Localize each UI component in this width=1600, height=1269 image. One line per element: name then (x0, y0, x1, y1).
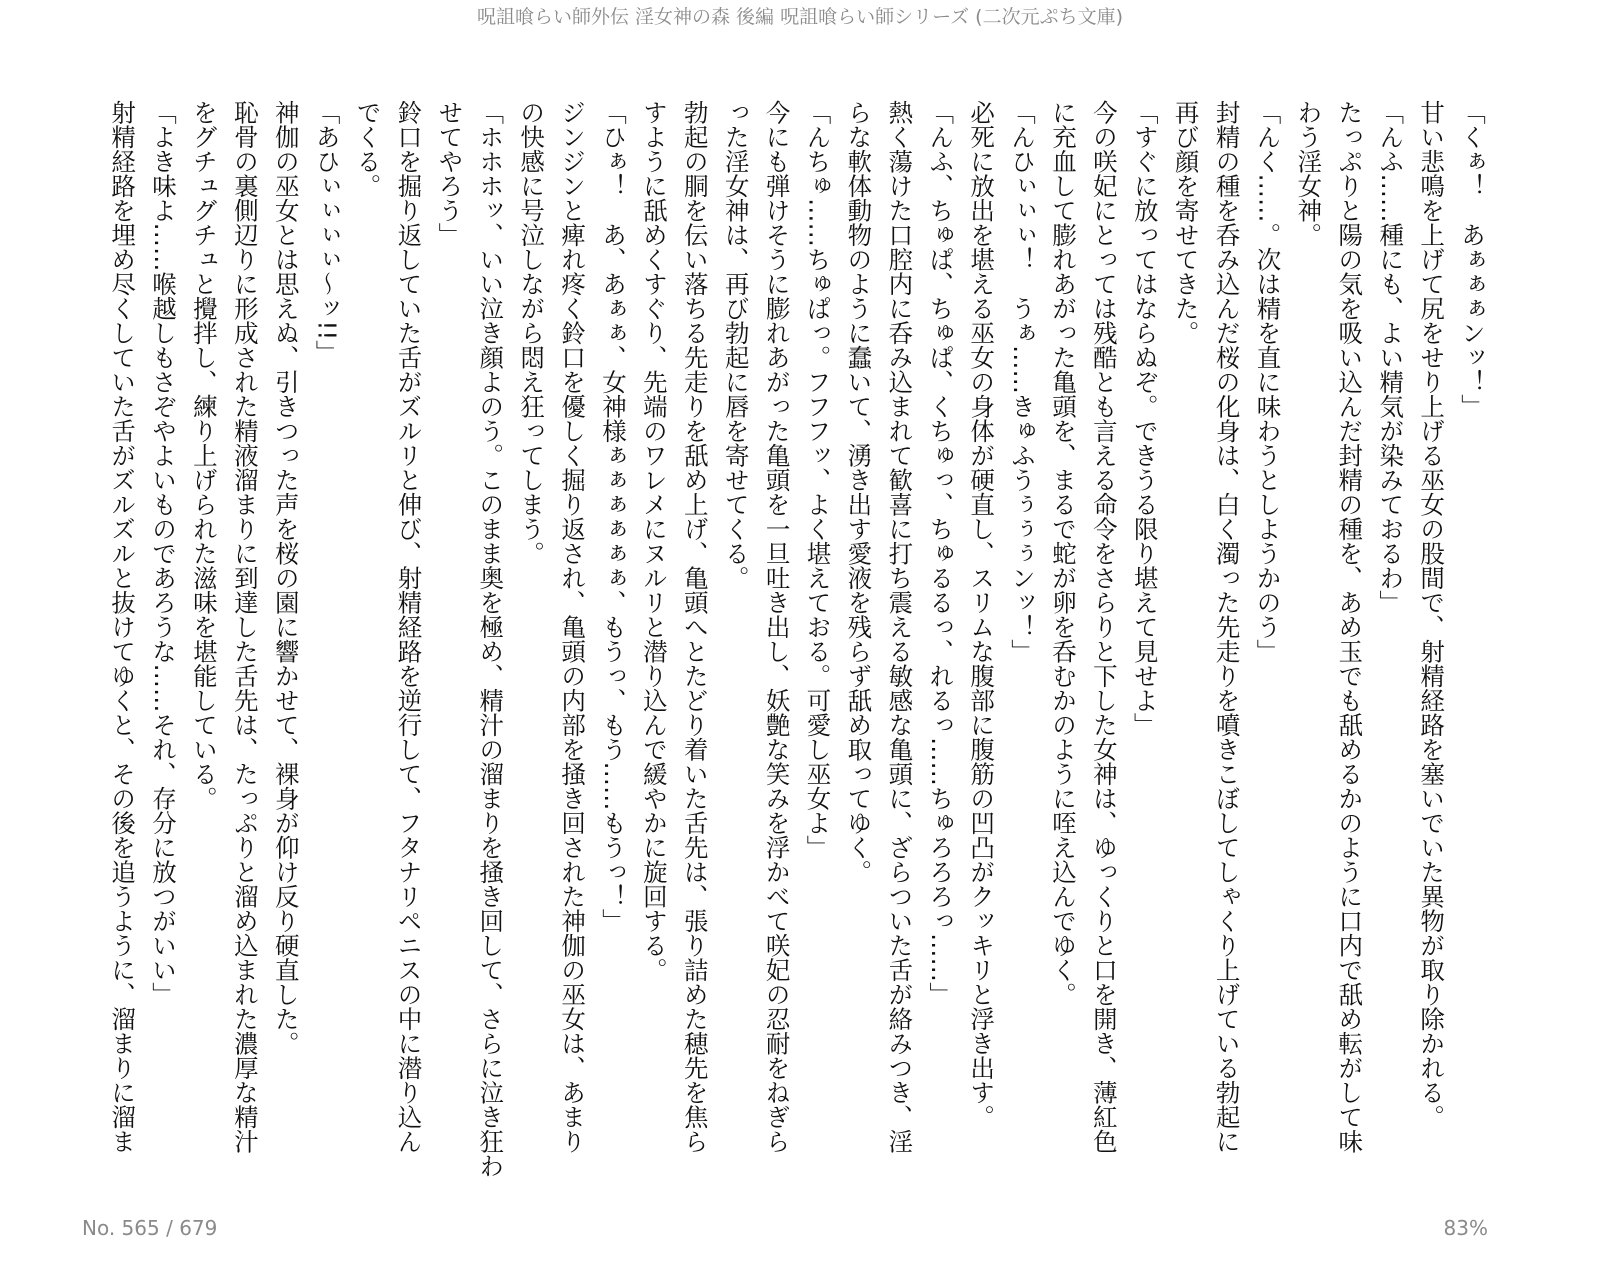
text-line: 甘い悲鳴を上げて尻をせり上げる巫女の股間で、射精経路を塞いでいた異物が取り除かれる。 (1417, 100, 1447, 1129)
progress-percent: 83% (1443, 1216, 1488, 1240)
text-line: 熱く蕩けた口腔内に呑み込まれて歓喜に打ち震える敏感な亀頭に、ざらついた舌が絡みつき、淫 (885, 100, 915, 1154)
text-line: 封精の種を呑み込んだ桜の化身は、白く濁った先走りを噴きこぼしてしゃくり上げている勃起に (1212, 100, 1242, 1154)
text-line: の快感に号泣しながら悶え狂ってしまう。 (517, 100, 547, 566)
text-line: 恥骨の裏側辺りに形成された精液溜まりに到達した舌先は、たっぷりと溜め込まれた濃厚な精汁 (230, 100, 260, 1154)
text-line: 勃起の胴を伝い落ちる先走りを舐め上げ、亀頭へとたどり着いた舌先は、張り詰めた穂先を焦ら (680, 100, 710, 1154)
text-line: 「んひぃぃぃ！ うぁ……きゅふうぅぅぅンッ！」 (1008, 100, 1038, 664)
text-line: すように舐めくすぐり、先端のワレメにヌルリと潜り込んで緩やかに旋回する。 (639, 100, 669, 982)
page-text (101, 100, 1492, 1178)
text-line: 「んふ……種にも、よい精気が染みておるわ」 (1376, 100, 1406, 615)
text-line: 射精経路を埋め尽くしていた舌がズルズルと抜けてゆくと、その後を追うように、溜まりに溜ま (108, 100, 138, 1154)
text-line: 「ホホホッ、いい泣き顔よのう。このまま奥を極め、精汁の溜まりを掻き回して、さらに泣き狂わ (476, 100, 506, 1178)
text-line: らな軟体動物のように蠢いて、湧き出す愛液を残らず舐め取ってゆく。 (844, 100, 874, 884)
text-line: たっぷりと陽の気を吸い込んだ封精の種を、あめ玉でも舐めるかのように口内で舐め転がして味 (1335, 100, 1365, 1154)
text-line: った淫女神は、再び勃起に唇を寄せてくる。 (721, 100, 751, 590)
text-line: 「よき味よ……喉越しもさぞやよいものであろうな……それ、存分に放つがいい」 (149, 100, 178, 1007)
text-line: せてやろう」 (435, 100, 465, 247)
text-line: 鈴口を掘り返していた舌がズルリと伸び、射精経路を逆行して、フタナリペニスの中に潜り込ん (394, 100, 424, 1154)
text-line: 「んちゅ……ちゅぱっ。フフフッ、よく堪えておる。可愛し巫女よ」 (803, 100, 833, 860)
text-line: 今の咲妃にとっては残酷とも言える命令をさらりと下した女神は、ゆっくりと口を開き、薄紅色 (1089, 100, 1119, 1154)
text-line: 必死に放出を堪える巫女の身体が硬直し、スリムな腹部に腹筋の凹凸がクッキリと浮き出す。 (967, 100, 997, 1129)
text-line: 「あひぃぃぃぃ～ッ!!」 (312, 100, 342, 365)
text-line: 今にも弾けそうに膨れあがった亀頭を一旦吐き出し、妖艶な笑みを浮かべて咲妃の忍耐をねぎら (762, 100, 792, 1154)
text-line: 「んく……。次は精を直に味わうとしようかのう」 (1253, 100, 1283, 664)
text-line: 再び顔を寄せてきた。 (1171, 100, 1201, 345)
text-line: に充血して膨れあがった亀頭を、まるで蛇が卵を呑むかのように咥え込んでゆく。 (1048, 100, 1078, 1007)
book-title: 呪詛喰らい師外伝 淫女神の森 後編 呪詛喰らい師シリーズ (二次元ぷち文庫) (476, 6, 1124, 28)
text-line: 「ひぁ！ あ、あぁぁ、女神様ぁぁぁぁぁぁ、もうっ、もう……もうっ！」 (598, 100, 628, 933)
text-line: 「くぁ！ あぁぁぁンッ！」 (1458, 100, 1487, 419)
location-indicator: No. 565 / 679 (82, 1216, 218, 1240)
text-line: ジンジンと痺れ疼く鈴口を優しく掘り返され、亀頭の内部を掻き回された神伽の巫女は、あまり (558, 100, 588, 1154)
text-line: でくる。 (353, 100, 383, 198)
text-line: 「すぐに放ってはならぬぞ。できうる限り堪えて見せよ」 (1130, 100, 1160, 737)
text-line: 「んふ、ちゅぱ、ちゅぱ、くちゅっ、ちゅるるっ、れるっ……ちゅろろろっ……」 (926, 100, 956, 1007)
text-line: 神伽の巫女とは思えぬ、引きつった声を桜の園に響かせて、裸身が仰け反り硬直した。 (271, 100, 301, 1056)
text-line: わう淫女神。 (1294, 100, 1324, 247)
text-line: をグチュグチュと攪拌し、練り上げられた滋味を堪能している。 (189, 100, 219, 811)
